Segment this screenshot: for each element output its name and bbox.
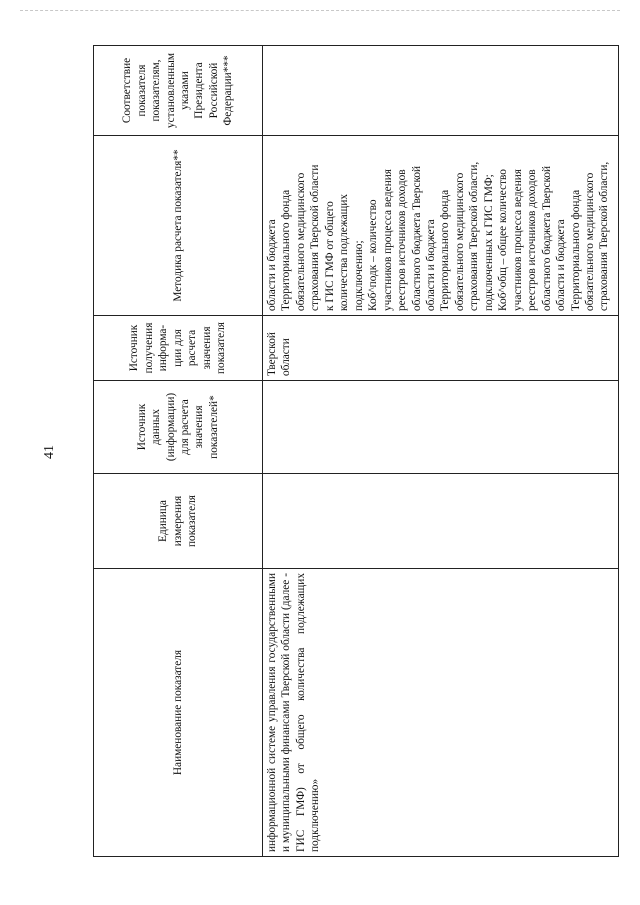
method-line: обязательного медицинского: [453, 172, 466, 311]
method-line: страхования Тверской области,: [598, 161, 611, 311]
header-indicator-name: Наименование показателя: [94, 569, 263, 857]
method-line: страхования Тверской области,: [468, 161, 481, 311]
method-line: реестров источников доходов: [526, 169, 539, 311]
header-unit: Единица измерения показателя: [94, 474, 263, 569]
indicator-table: [93, 45, 619, 857]
cell-unit: [263, 474, 619, 569]
method-line: Территориального фонда: [280, 189, 293, 311]
method-line: страхования Тверской области: [309, 164, 322, 311]
method-line: количества подлежащих: [338, 193, 351, 311]
method-line: области и бюджета: [424, 219, 437, 311]
table-row: [263, 46, 619, 857]
method-line: Территориального фонда: [569, 189, 582, 311]
header-method: Методика расчета показателя**: [94, 136, 263, 316]
cell-method: [263, 136, 619, 316]
method-line: участников процесса ведения: [511, 169, 524, 311]
method-line: области и бюджета: [555, 219, 568, 311]
method-line: подключению;: [352, 240, 365, 311]
method-line: участников процесса ведения: [381, 169, 394, 311]
header-data-source: Источник данных (информации) для расчета значения показателей*: [94, 381, 263, 474]
method-line: областного бюджета Тверской: [540, 165, 553, 311]
table-header-row: [94, 46, 263, 857]
cell-info-source: Тверской области: [263, 316, 619, 381]
rotated-table-page: [93, 46, 619, 857]
cell-indicator-name: информационной системе управления государственными и муниципальными финансами Тверской области (далее - ГИС ГМФ) от общего количества подлежащих подключению»: [263, 569, 619, 857]
scan-edge-line: [20, 10, 620, 11]
method-line: обязательного медицинского: [294, 172, 307, 311]
method-line: к ГИС ГМФ от общего: [323, 201, 336, 311]
header-decree-match: Соответствие показателя показателям, установленным указами Президента Российской Федерации***: [94, 46, 263, 136]
cell-data-source: [263, 381, 619, 474]
method-line: реестров источников доходов: [396, 169, 409, 311]
method-line: обязательного медицинского: [583, 172, 596, 311]
method-line: областного бюджета Тверской: [410, 165, 423, 311]
method-line: области и бюджета: [266, 219, 278, 311]
method-line: Коб^общ – общее количество: [497, 169, 510, 311]
method-line: Территориального фонда: [439, 189, 452, 311]
method-line: Коб^подк – количество: [367, 199, 380, 311]
page-number: 41: [42, 445, 57, 459]
cell-decree-match: [263, 46, 619, 136]
header-info-source: Источник получения информа-ции для расчета значения показателя: [94, 316, 263, 381]
method-line: подключенных к ГИС ГМФ;: [482, 174, 495, 311]
